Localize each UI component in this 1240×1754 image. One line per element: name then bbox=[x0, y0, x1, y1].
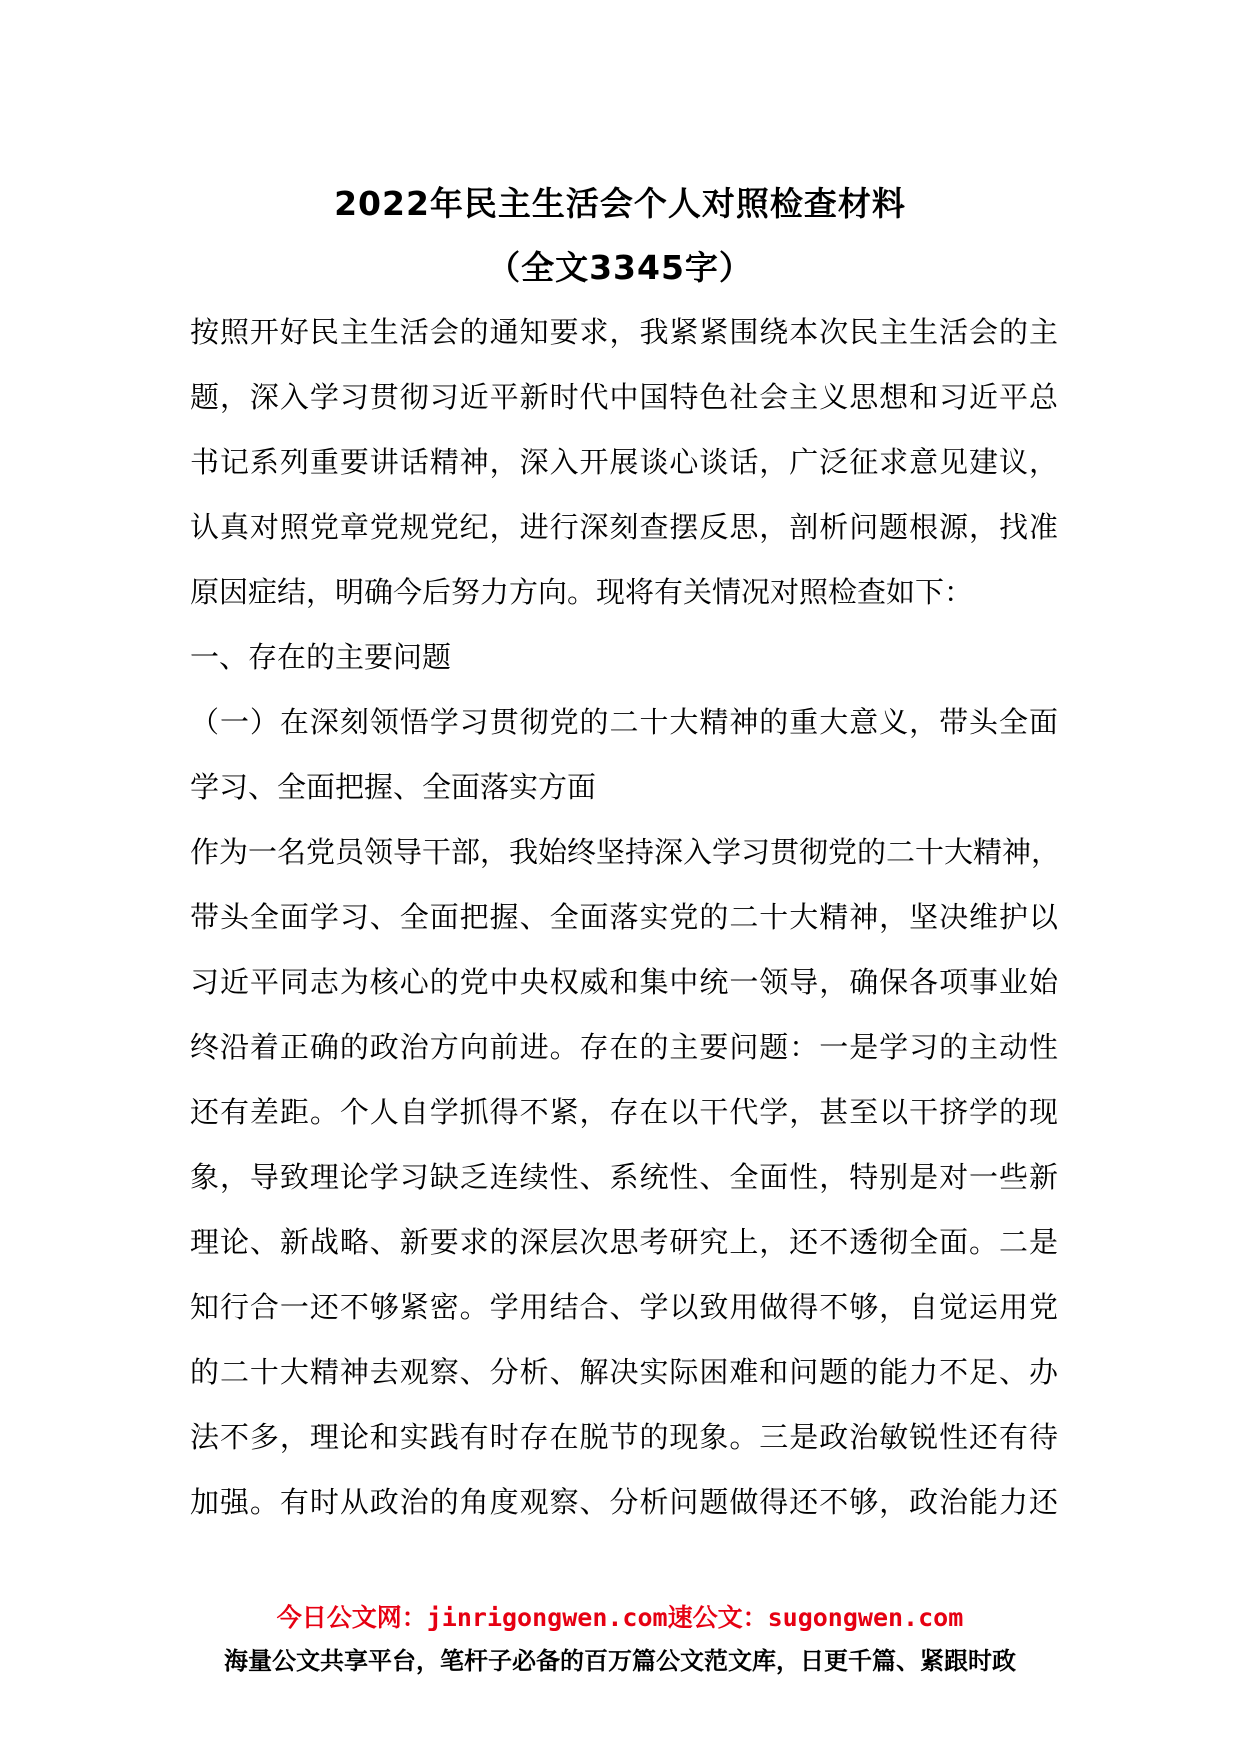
subsection-heading-line: 学习、全面把握、全面落实方面 bbox=[190, 770, 597, 804]
document-title: 2022年民主生活会个人对照检查材料 bbox=[334, 184, 906, 223]
section-heading: 一、存在的主要问题 bbox=[190, 640, 452, 674]
footer-banner bbox=[0, 1601, 1240, 1635]
subsection-heading-line: （一）在深刻领悟学习贯彻党的二十大精神的重大意义，带头全面 bbox=[190, 705, 1058, 739]
document-subtitle: （全文3345字） bbox=[487, 248, 753, 287]
footer-tagline: 海量公文共享平台，笔杆子必备的百万篇公文范文库，日更千篇、紧跟时政 bbox=[224, 1647, 1016, 1675]
body-line: 理论、新战略、新要求的深层次思考研究上，还不透彻全面。二是 bbox=[190, 1225, 1058, 1259]
body-line: 知行合一还不够紧密。学用结合、学以致用做得不够，自觉运用党 bbox=[190, 1290, 1058, 1324]
body-line: 加强。有时从政治的角度观察、分析问题做得还不够，政治能力还 bbox=[190, 1485, 1058, 1519]
body-line: 的二十大精神去观察、分析、解决实际困难和问题的能力不足、办 bbox=[190, 1355, 1058, 1389]
footer-site-label: 今日公文网： bbox=[276, 1603, 427, 1632]
body-line: 认真对照党章党规党纪，进行深刻查摆反思，剖析问题根源，找准 bbox=[190, 510, 1058, 544]
footer-site2-link[interactable]: sugongwen.com bbox=[767, 1603, 964, 1632]
body-line: 习近平同志为核心的党中央权威和集中统一领导，确保各项事业始 bbox=[190, 965, 1058, 999]
document-body bbox=[190, 300, 1061, 1535]
footer-site-link[interactable]: jinrigongwen.com bbox=[426, 1603, 668, 1632]
body-line: 还有差距。个人自学抓得不紧，存在以干代学，甚至以干挤学的现 bbox=[190, 1095, 1058, 1129]
body-line: 题，深入学习贯彻习近平新时代中国特色社会主义思想和习近平总 bbox=[190, 380, 1058, 414]
footer-site2-label: 速公文： bbox=[667, 1603, 768, 1632]
body-line: 原因症结，明确今后努力方向。现将有关情况对照检查如下： bbox=[190, 575, 974, 609]
body-line: 带头全面学习、全面把握、全面落实党的二十大精神，坚决维护以 bbox=[190, 900, 1058, 934]
body-line: 作为一名党员领导干部，我始终坚持深入学习贯彻党的二十大精神， bbox=[190, 835, 1061, 869]
body-line: 按照开好民主生活会的通知要求，我紧紧围绕本次民主生活会的主 bbox=[190, 315, 1058, 349]
body-line: 书记系列重要讲话精神，深入开展谈心谈话，广泛征求意见建议， bbox=[190, 445, 1058, 479]
body-line: 象，导致理论学习缺乏连续性、系统性、全面性，特别是对一些新 bbox=[190, 1160, 1058, 1194]
body-line: 法不多，理论和实践有时存在脱节的现象。三是政治敏锐性还有待 bbox=[190, 1420, 1058, 1454]
body-line: 终沿着正确的政治方向前进。存在的主要问题：一是学习的主动性 bbox=[190, 1030, 1058, 1064]
